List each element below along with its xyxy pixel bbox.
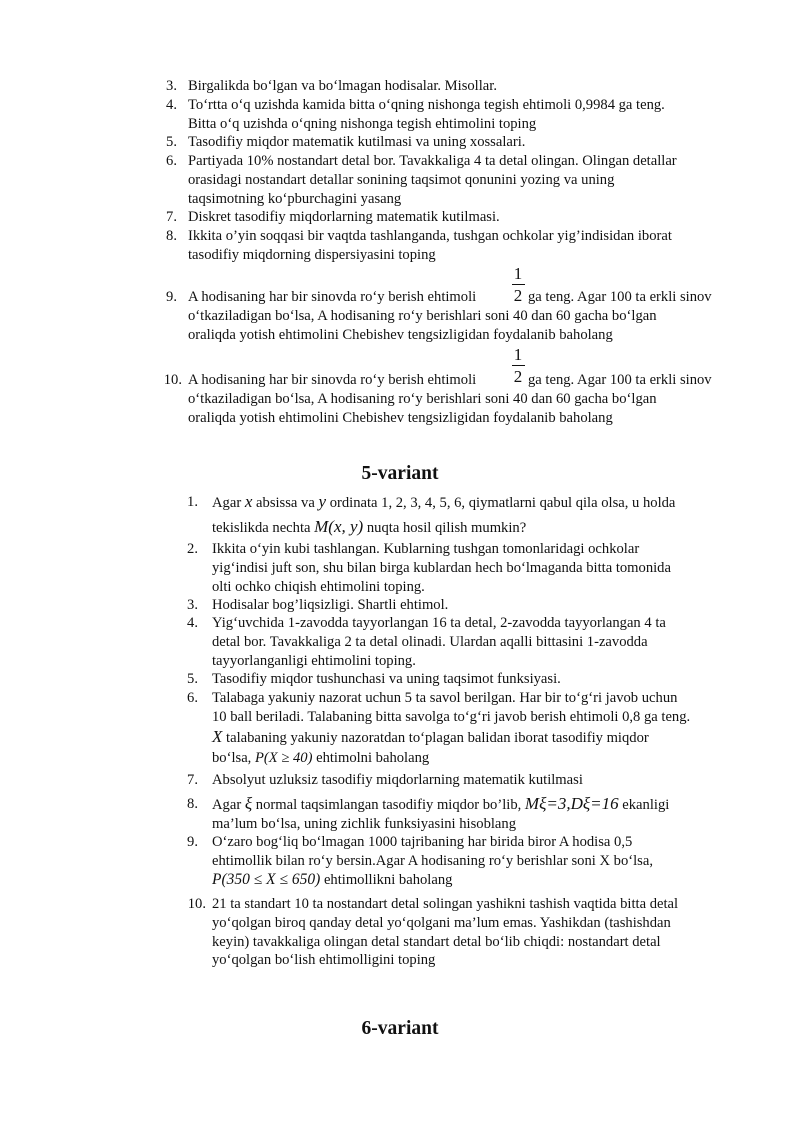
item-text: Tasodifiy miqdor matematik kutilmasi va uning xossalari. [188, 134, 526, 150]
item-text: tasodifiy miqdorning dispersiyasini toping [188, 246, 436, 263]
item-text: O‘zaro bog‘liq bo‘lmagan 1000 tajribaning har birida biror A hodisa 0,5 [212, 834, 633, 850]
item-text: Talabaga yakuniy nazorat uchun 5 ta savol berilgan. Har bir to‘g‘ri javob uchun [212, 690, 678, 706]
math-variable-y: y [318, 492, 327, 511]
item-number: 6. [166, 153, 177, 169]
item-number: 3. [166, 78, 177, 94]
item-text: ehtimolni baholang [316, 750, 430, 766]
item-number: 7. [166, 209, 177, 225]
item-number: 5. [187, 671, 198, 687]
math-point-expression: M(x, y) [314, 517, 364, 536]
item-text: Tasodifiy miqdor tushunchasi va uning taqsimot funksiyasi. [212, 671, 561, 687]
item-text: oraliqda yotish ehtimolini Chebishev tengsizligidan foydalanib baholang [188, 326, 613, 343]
fraction-denominator: 2 [513, 286, 523, 305]
item-text: Bitta o‘q uzishda o‘qning nishonga tegish ehtimolini toping [188, 115, 537, 132]
item-text: Agar [212, 495, 242, 511]
item-text: o‘tkaziladigan bo‘lsa, A hodisaning ro‘y berishlari soni 40 dan 60 gacha bo‘lgan [188, 307, 657, 324]
item-text: normal taqsimlangan tasodifiy miqdor bo’lib, [255, 797, 522, 813]
item-text: Birgalikda bo‘lgan va bo‘lmagan hodisalar. Misollar. [188, 78, 497, 94]
item-text: ehtimollik bilan ro‘y bersin.Agar A hodisaning ro‘y berishlar soni X bo‘lsa, [212, 852, 653, 869]
item-text: yo‘qolgan biroq qanday detal yo‘qolgani ma’lum emas. Yashikdan (tashishdan [212, 914, 671, 931]
item-number: 4. [166, 97, 177, 113]
item-text: oraliqda yotish ehtimolini Chebishev tengsizligidan foydalanib baholang [188, 409, 613, 426]
item-text: 21 ta standart 10 ta nostandart detal solingan yashikni tashish vaqtida bitta detal [212, 896, 679, 912]
fraction-denominator: 2 [513, 367, 523, 386]
math-variable-xi: ξ [244, 794, 253, 813]
item-text: olti ochko chiqish ehtimolini toping. [212, 578, 425, 595]
item-text: talabaning yakuniy nazoratdan to‘plagan balidan iborat tasodifiy miqdor [226, 730, 649, 746]
item-text: tayyorlanganligi ehtimolini toping. [212, 652, 416, 669]
math-probability-expression: P(X ≥ 40) [254, 750, 313, 766]
item-number: 8. [187, 796, 198, 812]
item-number: 6. [187, 690, 198, 706]
fraction-one-half [509, 265, 527, 304]
item-number: 5. [166, 134, 177, 150]
item-number: 4. [187, 615, 198, 631]
item-text: detal bor. Tavakkaliga 2 ta detal olinadi. Ulardan aqalli bittasini 1-zavodda [212, 633, 648, 650]
item-text: To‘rtta o‘q uzishda kamida bitta o‘qning nishonga tegish ehtimoli 0,9984 ga teng. [188, 97, 665, 113]
item-text: ordinata 1, 2, 3, 4, 5, 6, qiymatlarni qabul qila olsa, u holda [329, 495, 676, 511]
item-text: absissa va [256, 495, 315, 511]
item-number: 9. [166, 289, 177, 305]
item-text: yo‘qolgan bo‘lish ehtimolligini toping [212, 952, 436, 969]
item-text: o‘tkaziladigan bo‘lsa, A hodisaning ro‘y berishlari soni 40 dan 60 gacha bo‘lgan [188, 390, 657, 407]
math-variable-x: X [212, 727, 223, 746]
item-text: tekislikda nechta [212, 520, 311, 536]
item-text: A hodisaning har bir sinovda ro‘y berish ehtimoli [188, 372, 477, 388]
item-text: ekanligi [622, 797, 670, 813]
item-text: Agar [212, 797, 242, 813]
fraction-numerator: 1 [513, 345, 523, 364]
item-number: 10. [163, 372, 182, 388]
item-text: taqsimotning ko‘pburchagini yasang [188, 190, 402, 207]
item-text: 10 ball beriladi. Talabaning bitta savolga to‘g‘ri javob berish ehtimoli 0,8 ga teng. [212, 708, 691, 725]
section-heading-variant-6: 6-variant [361, 1018, 439, 1039]
section-heading-variant-5: 5-variant [361, 463, 439, 484]
item-text: keyin) tavakkaliga olingan detal standart detal bo‘lib chiqdi: nostandart detal [212, 933, 661, 950]
item-text: Yig‘uvchida 1-zavodda tayyorlangan 16 ta detal, 2-zavodda tayyorlangan 4 ta [212, 615, 666, 631]
math-probability-expression: P(350 ≤ X ≤ 650) [212, 871, 321, 888]
item-text: bo‘lsa, [212, 750, 252, 766]
item-text: orasidagi nostandart detallar sonining taqsimot qonunini yozing va uning [188, 171, 615, 188]
item-text: Partiyada 10% nostandart detal bor. Tavakkaliga 4 ta detal olingan. Olingan detallar [188, 153, 677, 169]
item-text: ma’lum bo‘lsa, uning zichlik funksiyasini hisoblang [212, 816, 516, 832]
fraction-one-half [509, 346, 527, 385]
item-text: Absolyut uzluksiz tasodifiy miqdorlarning matematik kutilmasi [212, 772, 583, 788]
item-text: ga teng. Agar 100 ta erkli sinov [528, 372, 712, 388]
fraction-numerator: 1 [513, 264, 523, 283]
item-number: 8. [166, 228, 177, 244]
math-variable-x: x [244, 492, 253, 511]
item-number: 2. [187, 541, 198, 557]
item-number: 3. [187, 597, 198, 613]
item-number: 10. [187, 896, 206, 912]
item-text: ga teng. Agar 100 ta erkli sinov [528, 289, 712, 305]
item-text: A hodisaning har bir sinovda ro‘y berish ehtimoli [188, 289, 477, 305]
math-expectation-variance: Mξ=3,Dξ=16 [524, 794, 619, 813]
item-text: Hodisalar bog’liqsizligi. Shartli ehtimol. [212, 597, 449, 613]
item-text: Diskret tasodifiy miqdorlarning matematik kutilmasi. [188, 209, 500, 225]
item-number: 9. [187, 834, 198, 850]
item-text: nuqta hosil qilish mumkin? [366, 520, 527, 536]
item-text: ehtimollikni baholang [323, 872, 453, 888]
item-text: Ikkita o‘yin kubi tashlangan. Kublarning tushgan tomonlaridagi ochkolar [212, 541, 640, 557]
item-number: 1. [187, 494, 198, 510]
item-number: 7. [187, 772, 198, 788]
item-text: Ikkita o’yin soqqasi bir vaqtda tashlanganda, tushgan ochkolar yig’indisidan iborat [188, 228, 672, 244]
item-text: yig‘indisi juft son, shu bilan birga kublardan hech bo‘lmaganda bitta tomonida [212, 559, 671, 576]
